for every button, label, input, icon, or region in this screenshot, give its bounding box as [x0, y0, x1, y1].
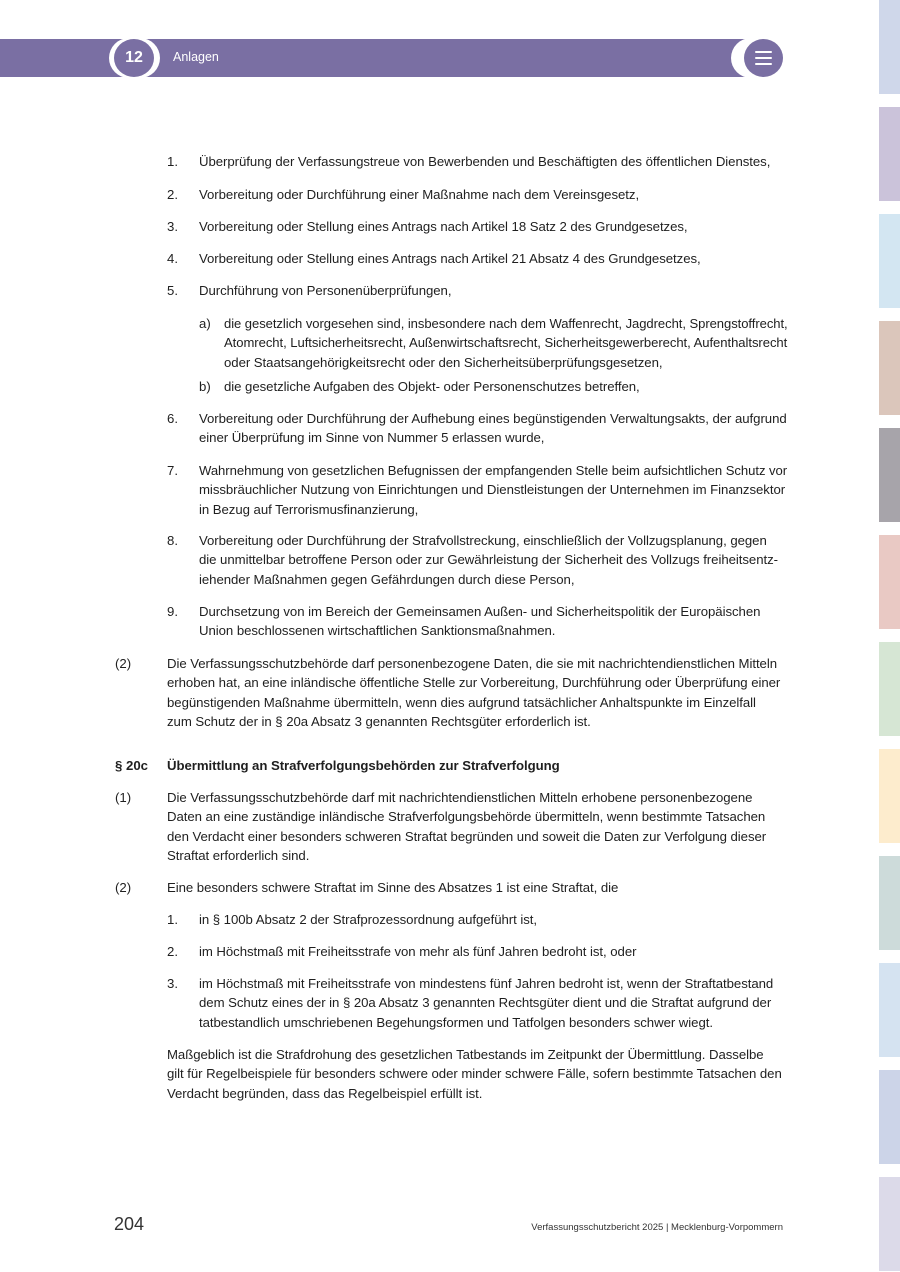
closing-paragraph-text: Maßgeblich ist die Strafdrohung des gesetzlichen Tatbestands im Zeitpunkt der Übermittlung. Dasselbe — [167, 1047, 764, 1062]
list-item-number: 1. — [167, 912, 178, 927]
list-item-text: die unmittelbar betroffene Person oder zur Gewährleistung der Sicherheit des Vollzugs freiheitsentz- — [199, 552, 778, 568]
chapter-tabs — [879, 0, 900, 1272]
list-item-number: 4. — [167, 251, 178, 266]
sublist-item-letter: b) — [199, 379, 211, 394]
chapter-tab-10[interactable] — [879, 963, 900, 1057]
list-item-number: 5. — [167, 283, 178, 298]
list-item-text: tatbestandlich umschriebenen Begehungsformen und Tatfolgen besonders schwer wiegt. — [199, 1014, 713, 1030]
list-item-text: im Höchstmaß mit Freiheitsstrafe von mehr als fünf Jahren bedroht ist, oder — [199, 944, 637, 959]
list-item-text: dem Schutz eines der in § 20a Absatz 3 genannten Rechtsgüter dient und die Straftat aufgrund der — [199, 995, 772, 1011]
list-item-text: Vorbereitung oder Durchführung einer Maßnahme nach dem Vereinsgesetz, — [199, 187, 640, 202]
list-item-text: Durchsetzung von im Bereich der Gemeinsamen Außen- und Sicherheitspolitik der Europäischen — [199, 604, 761, 619]
chapter-tab-1[interactable] — [879, 0, 900, 94]
paragraph-text: Eine besonders schwere Straftat im Sinne des Absatzes 1 ist eine Straftat, die — [167, 880, 619, 895]
chapter-tab-3[interactable] — [879, 214, 900, 308]
paragraph-number: (1) — [115, 790, 132, 805]
sublist-item-text: die gesetzliche Aufgaben des Objekt- oder Personenschutzes betreffen, — [224, 379, 640, 394]
chapter-tab-2[interactable] — [879, 107, 900, 201]
chapter-tab-5[interactable] — [879, 428, 900, 522]
closing-paragraph-text: Verdacht begründen, dass das Regelbeispiel erfüllt ist. — [167, 1085, 483, 1101]
list-item-text: in § 100b Absatz 2 der Strafprozessordnung aufgeführt ist, — [199, 912, 537, 927]
chapter-tab-7[interactable] — [879, 642, 900, 736]
list-item-text: iehender Maßnahmen gegen Gefährdungen durch diese Person, — [199, 571, 575, 587]
chapter-tab-12[interactable] — [879, 1177, 900, 1271]
list-item-number: 2. — [167, 187, 178, 202]
list-item-text: Vorbereitung oder Stellung eines Antrags nach Artikel 21 Absatz 4 des Grundgesetzes, — [199, 251, 701, 266]
hamburger-icon-line — [755, 63, 772, 65]
chapter-tab-4[interactable] — [879, 321, 900, 415]
chapter-tab-8[interactable] — [879, 749, 900, 843]
chapter-number-badge: 12 — [114, 39, 154, 77]
paragraph-text: den Verdacht einer besonders schweren Straftat begründen und soweit die Daten zur Verfolgung dieser — [167, 828, 767, 844]
sublist-item-text: Atomrecht, Luftsicherheitsrecht, Außenwirtschaftsrecht, Sicherheitsgewerberecht, Aufenthaltsrecht — [224, 335, 788, 351]
page-number: 204 — [114, 1214, 145, 1234]
sublist-item-letter: a) — [199, 316, 211, 331]
list-item-text: einer Überprüfung im Sinne von Nummer 5 erlassen wurde, — [199, 430, 545, 446]
paragraph-number: (2) — [115, 880, 132, 895]
list-item-number: 9. — [167, 604, 178, 619]
paragraph-text: Die Verfassungsschutzbehörde darf mit nachrichtendienstlichen Mitteln erhobene personenbezogene — [167, 790, 753, 805]
paragraph-text: begünstigenden Maßnahme übermitteln, wenn dies aufgrund tatsächlicher Anhaltspunkte im Einzelfall — [167, 694, 756, 710]
list-item-text: missbräuchlicher Nutzung von Einrichtungen und Dienstleistungen der Unternehmen im Finanzsektor — [199, 482, 786, 498]
list-item-text: Vorbereitung oder Stellung eines Antrags nach Artikel 18 Satz 2 des Grundgesetzes, — [199, 219, 688, 234]
list-item-text: Wahrnehmung von gesetzlichen Befugnissen der empfangenden Stelle beim aufsichtlichen Schutz vor — [199, 463, 788, 478]
list-item-number: 6. — [167, 411, 178, 426]
sublist-item-text: die gesetzlich vorgesehen sind, insbesondere nach dem Waffenrecht, Jagdrecht, Sprengstoffrecht, — [224, 316, 788, 331]
list-item-text: in Bezug auf Terrorismusfinanzierung, — [199, 501, 419, 517]
paragraph-text: Die Verfassungsschutzbehörde darf personenbezogene Daten, die sie mit nachrichtendienstlichen Mitteln — [167, 656, 778, 671]
list-item-number: 3. — [167, 219, 178, 234]
paragraph-text: erhoben hat, an eine inländische öffentliche Stelle zur Vorbereitung, Durchführung oder Überprüfung einer — [167, 675, 781, 691]
paragraph-text: Daten an eine zuständige inländische Strafverfolgungsbehörde übermitteln, wenn bestimmte Tatsachen — [167, 809, 766, 825]
list-item-text: Überprüfung der Verfassungstreue von Bewerbenden und Beschäftigten des öffentlichen Dienstes, — [199, 154, 771, 169]
section-title: Übermittlung an Strafverfolgungsbehörden zur Strafverfolgung — [167, 758, 560, 773]
closing-paragraph-text: gilt für Regelbeispiele für besonders schwere oder minder schwere Fälle, sofern bestimmte Tatsachen den — [167, 1066, 782, 1082]
list-item-number: 3. — [167, 976, 178, 991]
hamburger-icon-line — [755, 51, 772, 53]
sublist-item-text: oder Staatsangehörigkeitsrecht oder den Sicherheitsüberprüfungsgesetzen, — [224, 354, 663, 370]
list-item-text: Union beschlossenen wirtschaftlichen Sanktionsmaßnahmen. — [199, 623, 556, 639]
list-item-text: Vorbereitung oder Durchführung der Strafvollstreckung, einschließlich der Vollzugsplanung, gegen — [199, 533, 767, 548]
chapter-tab-6[interactable] — [879, 535, 900, 629]
list-item-number: 7. — [167, 463, 178, 478]
paragraph-number: (2) — [115, 656, 132, 671]
list-item-text: Vorbereitung oder Durchführung der Aufhebung eines begünstigenden Verwaltungsakts, der aufgrund — [199, 411, 787, 426]
list-item-text: im Höchstmaß mit Freiheitsstrafe von mindestens fünf Jahren bedroht ist, wenn der Straftatbestand — [199, 976, 774, 991]
chapter-tab-9[interactable] — [879, 856, 900, 950]
chapter-tab-11[interactable] — [879, 1070, 900, 1164]
paragraph-text: Straftat erforderlich sind. — [167, 848, 310, 864]
chapter-title: Anlagen — [173, 50, 219, 64]
list-item-number: 2. — [167, 944, 178, 959]
menu-button[interactable] — [744, 39, 783, 77]
section-number: § 20c — [115, 758, 149, 773]
hamburger-icon-line — [755, 57, 772, 59]
paragraph-text: zum Schutz der in § 20a Absatz 3 genannten Rechtsgüter erforderlich ist. — [167, 714, 591, 730]
list-item-number: 8. — [167, 533, 178, 548]
list-item-text: Durchführung von Personenüberprüfungen, — [199, 283, 452, 298]
list-item-number: 1. — [167, 154, 178, 169]
publication-title: Verfassungsschutzbericht 2025 | Mecklenburg-Vorpommern — [531, 1222, 783, 1233]
